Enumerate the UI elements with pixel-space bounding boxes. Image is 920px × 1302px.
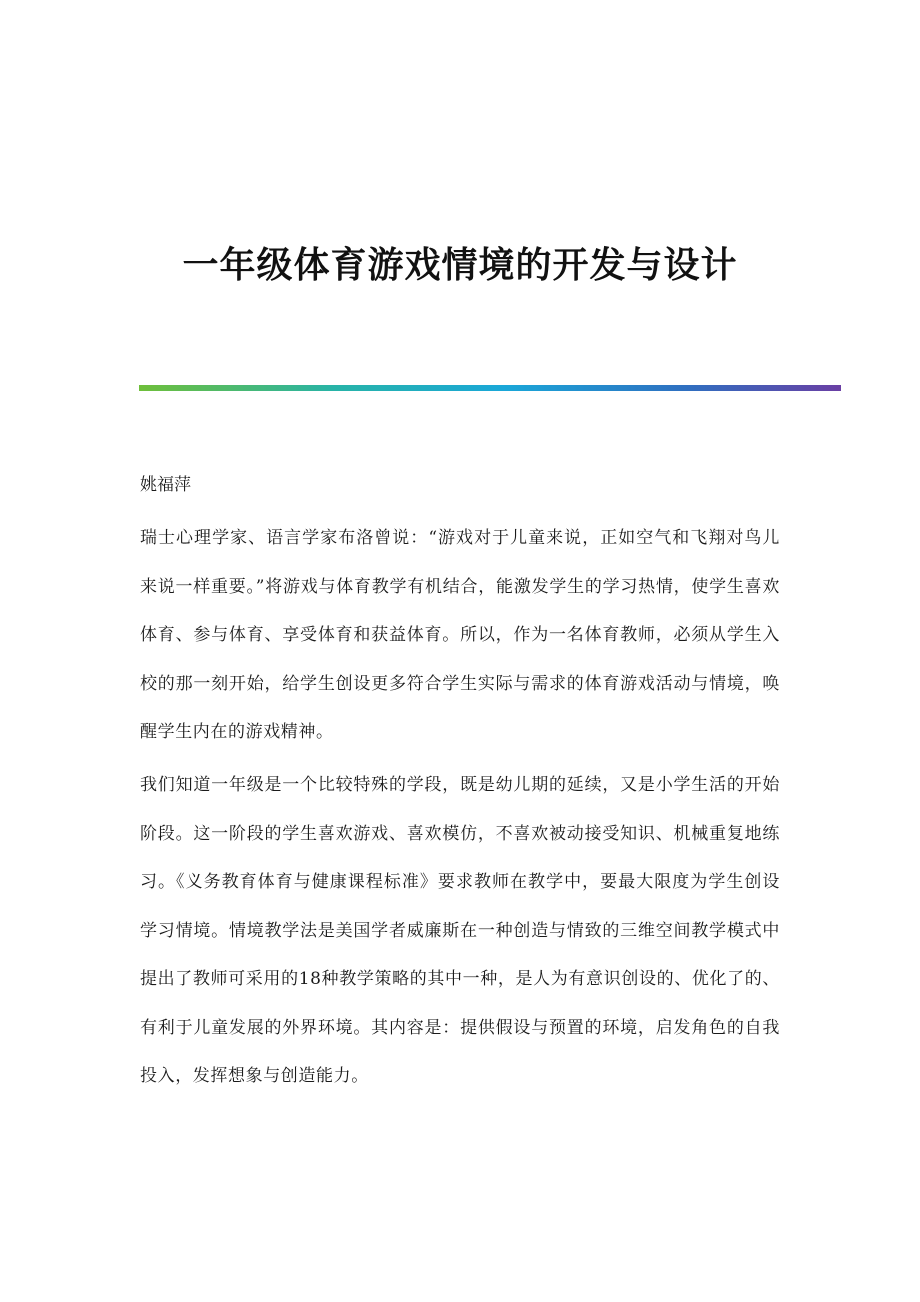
body-paragraph-2: 我们知道一年级是一个比较特殊的学段，既是幼儿期的延续，又是小学生活的开始阶段。这一阶段的学生喜欢游戏、喜欢模仿，不喜欢被动接受知识、机械重复地练习。《义务教育体育与健康课程标准》要求教师在教学中，要最大限度为学生创设学习情境。情境教学法是美国学者威廉斯在一种创造与情致的三维空间教学模式中提出了教师可采用的18种教学策略的其中一种，是人为有意识创设的、优化了的、有利于儿童发展的外界环境。其内容是：提供假设与预置的环境，启发角色的自我投入，发挥想象与创造能力。 xyxy=(140,775,780,1086)
author-name: 姚福萍 xyxy=(140,475,191,495)
title-divider xyxy=(139,385,841,391)
document-title: 一年级体育游戏情境的开发与设计 xyxy=(182,245,738,287)
body-paragraph-1: 瑞士心理学家、语言学家布洛曾说：“游戏对于儿童来说，正如空气和飞翔对鸟儿来说一样重要。”将游戏与体育教学有机结合，能激发学生的学习热情，使学生喜欢体育、参与体育、享受体育和获益体育。所以，作为一名体育教师，必须从学生入校的那一刻开始，给学生创设更多符合学生实际与需求的体育游戏活动与情境，唤醒学生内在的游戏精神。 xyxy=(140,528,780,742)
